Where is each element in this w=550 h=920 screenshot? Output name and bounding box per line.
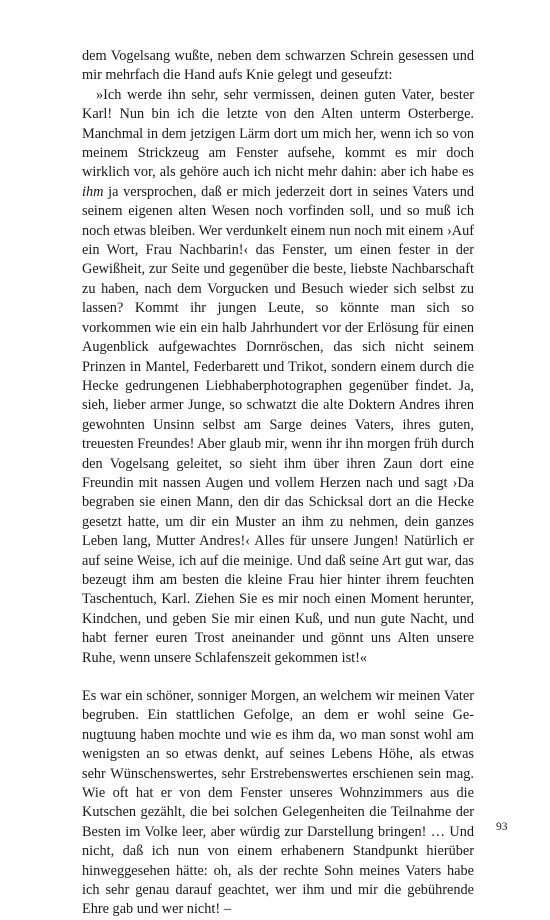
- quote-text-start: »Ich werde ihn sehr, sehr vermissen, deinen guten Vater, bester Karl! Nun bin ich die letzte von den Alten unterm Osterberge. Manchmal in dem jetzigen Lärm dort um mich her, wenn ich so von meinem Strickzeug am Fenster aufsehe, kommt es mir doch wirklich vor, als gehöre auch ich nicht mehr dahin: aber ich habe es: [82, 86, 474, 181]
- section-break: [82, 668, 474, 687]
- emphasis-text: ihm: [82, 183, 104, 200]
- page-body: [82, 47, 474, 920]
- quoted-paragraph: [82, 86, 474, 668]
- page-number: 93: [496, 821, 508, 833]
- paragraph: Es war ein schöner, sonniger Morgen, an welchem wir meinen Vater begruben. Ein stattlichen Gefolge, an dem er wohl seine Genugtuung haben mochte und wie es ihm da, wo man sonst wohl am wenigsten an so etwas denkt, auf seines Lebens Höhe, als etwas sehr Wünschenswertes, sehr Erstrebenswertes erschienen sein mag. Wie oft hat er von dem Fenster unseres Wohnzimmers aus die Kutschen gezählt, die bei solchen Gelegenheiten die Teilnahme der Besten im Volke leer, aber würdig zur Darstellung bringen! … Und nicht, daß ich nun von einem erhabenern Standpunkt hierüber hinweggesehen hätte: oh, als der rechte Sohn meines Vaters habe ich sehr genau darauf geachtet, wer ihm und mir die gebührende Ehre gab und wer nicht! –: [82, 688, 474, 918]
- paragraph: dem Vogelsang wußte, neben dem schwarzen Schrein gesessen und mir mehrfach die Hand aufs Knie gelegt und geseufzt:: [82, 48, 474, 84]
- quote-text-end: ja versprochen, daß er mich jederzeit dort in seines Vaters und seinem eigenen alten Wesen noch vorfinden soll, und so muß ich noch etwas bleiben. Wer verdunkelt einem nun noch mit einem ›Auf ein Wort, Frau Nachbarin!‹ das Fenster, um einen fester in der Gewißheit, zur Seite und gegenüber die beste, liebste Nachbarschaft zu haben, nach dem Vorgucken und Besuch wieder sich selbst zu lassen? Kommt ihr jungen Leute, so könnte man sich so vorkommen wie ein ein halb Jahrhundert vor der Erlösung für einen Augenblick aufgewachtes Dornröschen, das sich nicht seinem Prinzen in Mantel, Federbarett und Trikot, sondern einem durch die Hecke gedrungenen Liebhaberphotographen gegenüber findet. Ja, sieh, lieber armer Junge, so schwatzt die alte Doktern Andres ihren gewohnten Unsinn selbst am Sarge deines Vaters, ihres guten, treuesten Freundes! Aber glaub mir, wenn ihr ihn morgen früh durch den Vogelsang geleitet, so sieht ihm über ihren Zaun dort eine Freundin mit nassen Augen und vollem Herzen nach und sagt ›Da begraben sie einen Mann, den dir das Schicksal dort an die Hecke gesetzt hatte, um dir ein Muster an ihm zu nehmen, dein ganzes Leben lang, Mutter Andres!‹ Alles für unsere Jungen! Natürlich er auf seine Weise, ich auf die meinige. Und daß seine Art gut war, das bezeugt ihm am besten die kleine Frau hier hinter ihrem feuchten Taschentuch, Karl. Ziehen Sie es mir noch einen Moment herunter, Kindchen, und geben Sie mir einen Kuß, und nun gute Nacht, und habt ferner euren Trost aneinander und gönnt uns Alten unsere Ruhe, wenn unsere Schlafenszeit gekommen ist!«: [82, 183, 474, 666]
